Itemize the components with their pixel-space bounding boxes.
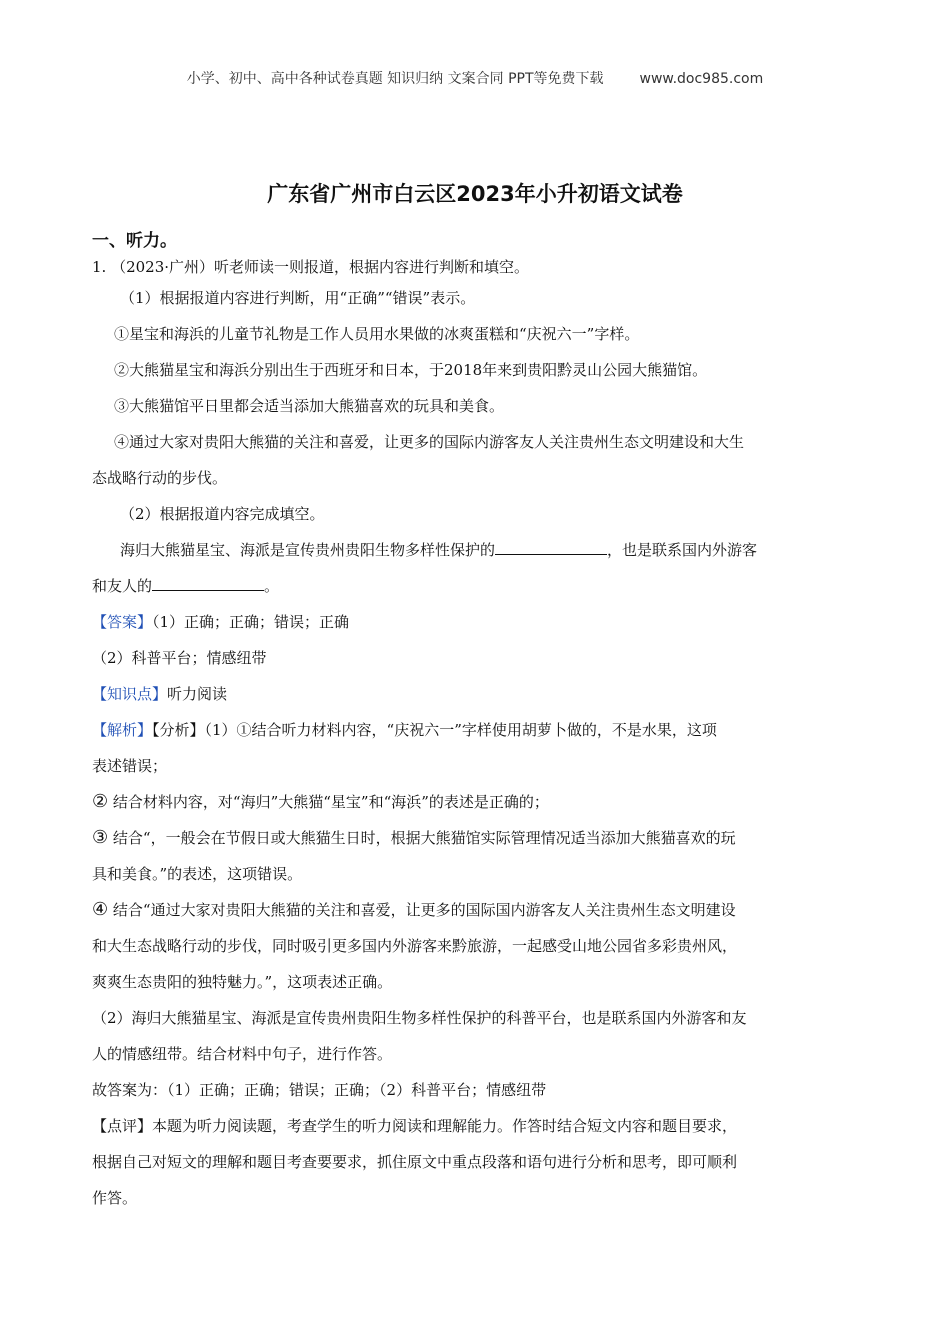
analysis-line-1b: 表述错误； xyxy=(92,757,168,775)
analysis-text-2: 结合材料内容，对“海归”大熊猫“星宝”和“海浜”的表述是正确的； xyxy=(108,793,549,811)
circled-number-3: ③ xyxy=(92,827,109,848)
knowledge-line xyxy=(92,676,860,712)
analysis-line-4 xyxy=(92,892,860,928)
analysis-text-4a: 结合“通过大家对贵阳大熊猫的关注和喜爱，让更多的国际国内游客友人关注贵州生态文明建设 xyxy=(108,901,736,919)
part1-instruction: （1）根据报道内容进行判断，用“正确”“错误”表示。 xyxy=(120,289,476,307)
judge-item-2: ②大熊猫星宝和海浜分别出生于西班牙和日本，于2018年来到贵阳黔灵山公园大熊猫馆。 xyxy=(114,361,708,379)
knowledge-point: 听力阅读 xyxy=(167,685,228,703)
fill-text-b: ，也是联系国内外游客 xyxy=(607,541,758,559)
fill-sentence xyxy=(92,532,860,568)
circled-number-4: ④ xyxy=(92,899,109,920)
header-site-link[interactable]: www.doc985.com xyxy=(639,71,764,87)
part2-instruction: （2）根据报道内容完成填空。 xyxy=(120,505,325,523)
judge-item-3: ③大熊猫馆平日里都会适当添加大熊猫喜欢的玩具和美食。 xyxy=(114,397,505,415)
analysis-line-3 xyxy=(92,820,860,856)
answer-line xyxy=(92,604,860,640)
analysis-line-4c: 爽爽生态贵阳的独特魅力。”，这项表述正确。 xyxy=(92,973,393,991)
answer-1: （1）正确；正确；错误；正确 xyxy=(152,613,350,631)
fill-text-a: 海归大熊猫星宝、海派是宣传贵州贵阳生物多样性保护的 xyxy=(120,541,496,559)
fill-text-c: 和友人的 xyxy=(92,577,153,595)
page-title: 广东省广州市白云区2023年小升初语文试卷 xyxy=(267,182,683,206)
analysis-text-3a: 结合“，一般会在节假日或大熊猫生日时，根据大熊猫馆实际管理情况适当添加大熊猫喜欢的玩 xyxy=(108,829,736,847)
analysis-tag: 【解析】 xyxy=(92,721,153,739)
comment-line-1: 【点评】本题为听力阅读题，考查学生的听力阅读和理解能力。作答时结合短文内容和题目要求， xyxy=(92,1117,738,1135)
analysis-line-2 xyxy=(92,784,860,820)
fill-text-d: 。 xyxy=(264,577,280,595)
analysis-line-4b: 和大生态战略行动的步伐，同时吸引更多国内外游客来黔旅游，一起感受山地公园省多彩贵州风， xyxy=(92,937,738,955)
fill-blank-1 xyxy=(495,536,607,555)
question-stem: 1. （2023·广州）听老师读一则报道，根据内容进行判断和填空。 xyxy=(92,258,530,276)
judge-item-4-cont: 态战略行动的步伐。 xyxy=(92,469,228,487)
fill-blank-2 xyxy=(152,572,264,591)
knowledge-tag: 【知识点】 xyxy=(92,685,168,703)
judge-item-4: ④通过大家对贵阳大熊猫的关注和喜爱，让更多的国际内游客友人关注贵州生态文明建设和大生 xyxy=(114,433,745,451)
analysis-line-5b: 人的情感纽带。结合材料中句子，进行作答。 xyxy=(92,1045,393,1063)
circled-number-2: ② xyxy=(92,791,109,812)
final-answer: 故答案为：（1）正确；正确；错误；正确；（2）科普平台；情感纽带 xyxy=(92,1081,547,1099)
fill-sentence-cont xyxy=(92,568,860,604)
document-body xyxy=(92,228,860,1216)
comment-line-3: 作答。 xyxy=(92,1189,138,1207)
comment-line-2: 根据自己对短文的理解和题目考查要要求，抓住原文中重点段落和语句进行分析和思考，即可顺利 xyxy=(92,1153,738,1171)
judge-item-1: ①星宝和海浜的儿童节礼物是工作人员用水果做的冰爽蛋糕和“庆祝六一”字样。 xyxy=(114,325,640,343)
section-heading: 一、听力。 xyxy=(92,231,177,251)
analysis-line-1 xyxy=(92,712,860,748)
analysis-text-1a: 【分析】（1）①结合听力材料内容，“庆祝六一”字样使用胡萝卜做的，不是水果，这项 xyxy=(152,721,717,739)
answer-tag: 【答案】 xyxy=(92,613,153,631)
header-text: 小学、初中、高中各种试卷真题 知识归纳 文案合同 PPT等免费下载 xyxy=(186,71,604,87)
answer-2: （2）科普平台；情感纽带 xyxy=(92,649,267,667)
analysis-line-5a: （2）海归大熊猫星宝、海派是宣传贵州贵阳生物多样性保护的科普平台，也是联系国内外游客和友 xyxy=(92,1009,747,1027)
analysis-line-3b: 具和美食。”的表述，这项错误。 xyxy=(92,865,303,883)
page-header xyxy=(0,68,950,88)
